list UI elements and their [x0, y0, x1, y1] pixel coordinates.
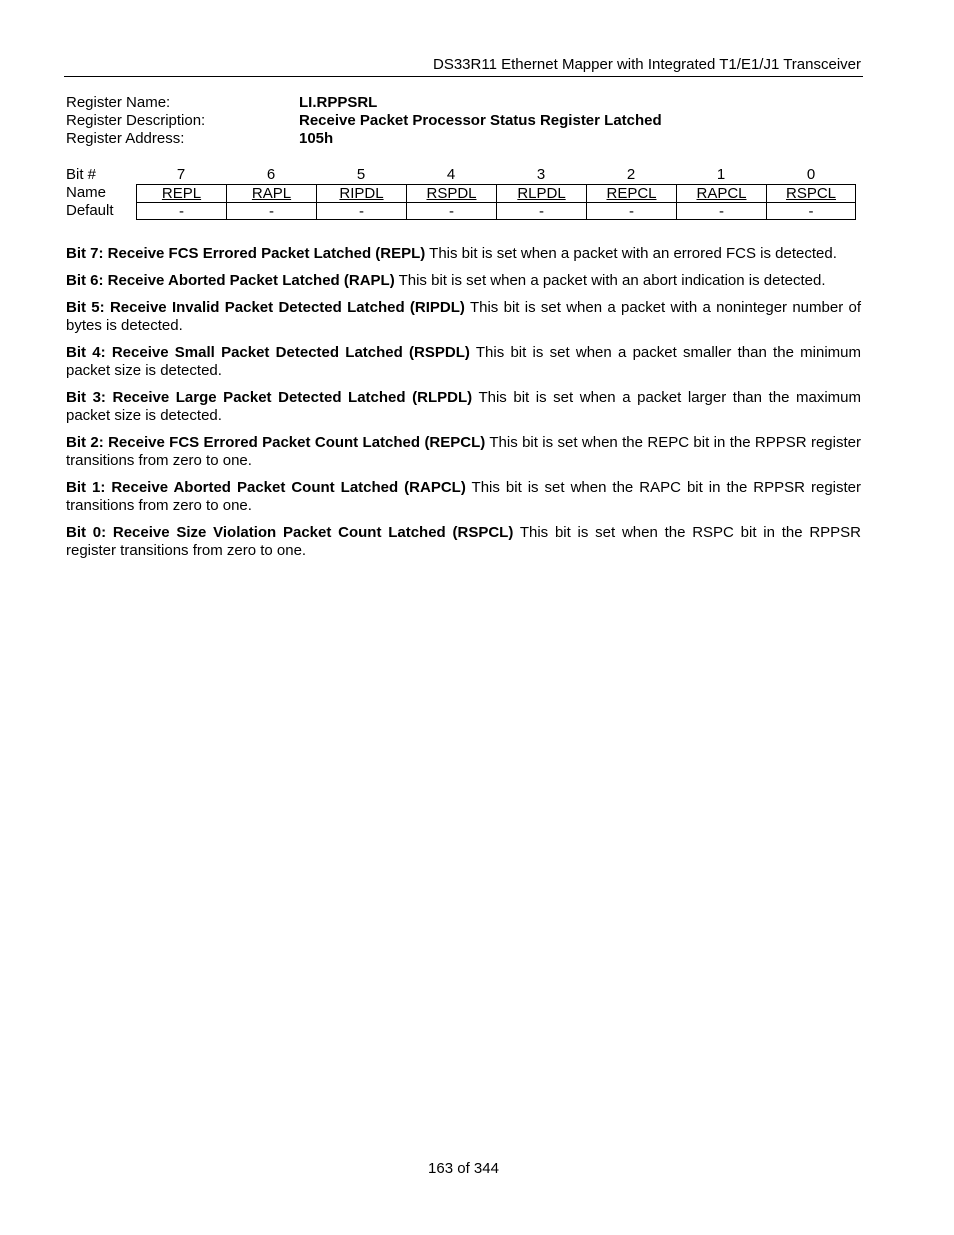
register-name-value: LI.RPPSRL: [299, 94, 378, 111]
bit-description-text: This bit is set when a packet with an abort indication is detected.: [394, 272, 826, 289]
bit-description-text: This bit is set when a packet smaller than the minimum packet size is detected.: [66, 344, 861, 379]
bit-number-cell: 7: [176, 166, 186, 183]
bit-description-title: Bit 1: Receive Aborted Packet Count Latched (RAPCL): [66, 479, 466, 496]
bit-number-cell: 0: [806, 166, 816, 183]
bit-name-cell: RLPDL: [496, 184, 586, 202]
document-header-title: DS33R11 Ethernet Mapper with Integrated T1/E1/J1 Transceiver: [432, 56, 861, 73]
header-rule: [64, 76, 863, 77]
bit-name-cell: RIPDL: [316, 184, 406, 202]
bit-number-cell: 1: [716, 166, 726, 183]
bit-default-cell: -: [406, 202, 496, 220]
bit-name-cell: REPL: [136, 184, 226, 202]
bit-description-title: Bit 6: Receive Aborted Packet Latched (RAPL): [66, 272, 395, 289]
bit-description-title: Bit 3: Receive Large Packet Detected Latched (RLPDL): [66, 389, 473, 406]
bit-number-row: [66, 166, 866, 184]
bit-description: [66, 434, 861, 470]
bit-description: [66, 524, 861, 560]
bit-description-title: Bit 0: Receive Size Violation Packet Count Latched (RSPCL): [66, 524, 514, 541]
bit-description: [66, 299, 861, 335]
bit-number-cell: 6: [266, 166, 276, 183]
bit-description-title: Bit 2: Receive FCS Errored Packet Count Latched (REPCL): [66, 434, 486, 451]
page-number: 163 of 344: [428, 1160, 499, 1177]
bit-default-cell: -: [586, 202, 676, 220]
bit-number-cell: 3: [536, 166, 546, 183]
bit-default-cell: -: [676, 202, 766, 220]
register-address-label: Register Address:: [66, 130, 185, 147]
bit-name-cell: REPCL: [586, 184, 676, 202]
register-description-label: Register Description:: [66, 112, 206, 129]
bit-name-label: Name: [66, 184, 107, 201]
bit-name-cell: RAPCL: [676, 184, 766, 202]
bit-description: [66, 245, 861, 263]
bit-default-cell: -: [496, 202, 586, 220]
bit-number-cell: 5: [356, 166, 366, 183]
bit-description-text: This bit is set when the RAPC bit in the RPPSR register transitions from zero to one.: [66, 479, 861, 514]
register-address-value: 105h: [299, 130, 334, 147]
bit-name-cell: RSPCL: [766, 184, 856, 202]
register-description-row: [66, 112, 866, 130]
bit-description-title: Bit 7: Receive FCS Errored Packet Latched (REPL): [66, 245, 426, 262]
bit-number-label: Bit #: [66, 166, 97, 183]
bit-description-text: This bit is set when a packet with a noninteger number of bytes is detected.: [66, 299, 862, 334]
bit-default-row: [66, 202, 866, 220]
bit-description-text: This bit is set when the REPC bit in the RPPSR register transitions from zero to one.: [66, 434, 861, 469]
bit-description-title: Bit 5: Receive Invalid Packet Detected Latched (RIPDL): [66, 299, 465, 316]
register-address-row: [66, 130, 866, 148]
bit-default-cell: -: [766, 202, 856, 220]
bit-description-title: Bit 4: Receive Small Packet Detected Latched (RSPDL): [66, 344, 470, 361]
bit-description: [66, 389, 861, 425]
bit-name-row: [66, 184, 866, 202]
register-name-row: [66, 94, 866, 112]
bit-description: [66, 479, 861, 515]
bit-table: [66, 166, 866, 220]
register-info: [66, 94, 866, 148]
bit-description-text: This bit is set when a packet larger than the maximum packet size is detected.: [66, 389, 861, 424]
bit-description: [66, 344, 861, 380]
bit-description-text: This bit is set when a packet with an errored FCS is detected.: [425, 245, 837, 262]
register-name-label: Register Name:: [66, 94, 171, 111]
bit-default-label: Default: [66, 202, 114, 219]
register-description-value: Receive Packet Processor Status Register Latched: [299, 112, 662, 129]
bit-default-cell: -: [226, 202, 316, 220]
bit-name-cell: RSPDL: [406, 184, 496, 202]
bit-default-cell: -: [316, 202, 406, 220]
bit-number-cell: 2: [626, 166, 636, 183]
bit-name-cell: RAPL: [226, 184, 316, 202]
bit-default-cell: -: [136, 202, 226, 220]
bit-description: [66, 272, 861, 290]
bit-descriptions: [66, 245, 861, 569]
bit-number-cell: 4: [446, 166, 456, 183]
bit-description-text: This bit is set when the RSPC bit in the RPPSR register transitions from zero to one.: [66, 524, 862, 559]
